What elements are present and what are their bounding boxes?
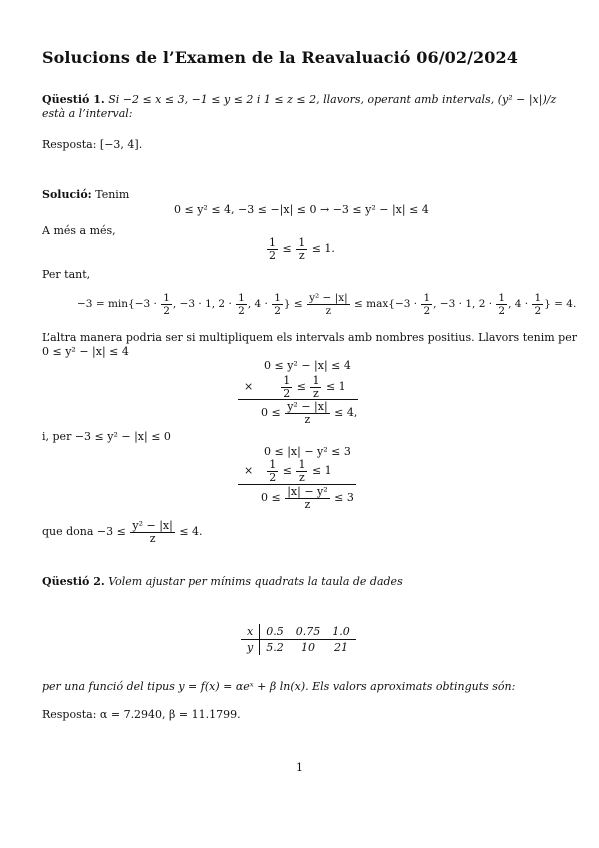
question-1-text: Si −2 ≤ x ≤ 3, −1 ≤ y ≤ 2 i 1 ≤ z ≤ 2, llavors, operant amb intervals, (y² − |x|)/z: [108, 93, 557, 106]
question-1-label: Qüestió 1.: [42, 93, 105, 106]
fraction: $\frac{1}{2}$: [534, 291, 542, 317]
fraction: $\frac{1}{2}$: [423, 291, 431, 317]
mult2-result: 0 ≤ $\frac{\text{|x| − y²}}{z}$ ≤ 3: [261, 484, 354, 511]
mult1-row1: 0 ≤ y² − |x| ≤ 4: [264, 359, 351, 372]
table-cell: 0.75: [290, 624, 327, 640]
text-i-per: i, per −3 ≤ y² − |x| ≤ 0: [42, 430, 171, 443]
fraction: $\frac{1}{2}$: [498, 291, 506, 317]
fraction: $\frac{\text{y² − |x|}}{z}$: [132, 518, 173, 545]
table-cell: 21: [333, 641, 348, 654]
table-cell: 5.2: [266, 641, 284, 654]
page-number: 1: [296, 761, 303, 774]
question-2-text: Volem ajustar per mínims quadrats la taula de dades: [108, 575, 403, 588]
fraction: $\frac{\text{y² − |x|}}{z}$: [309, 291, 348, 317]
table-row: [241, 624, 356, 640]
table-cell: 1.0: [326, 624, 356, 640]
question-2-label: Qüestió 2.: [42, 575, 105, 588]
page-title: Solucions de l’Examen de la Reavaluació 06/02/2024: [42, 48, 518, 67]
fraction: $\frac{\text{|x| − y²}}{z}$: [287, 484, 328, 511]
text-a-mes: A més a més,: [42, 224, 116, 237]
mult1-row2: × $\frac{1}{2}$ ≤ $\frac{1}{z}$ ≤ 1: [244, 373, 346, 400]
table-header-x: x: [241, 624, 260, 640]
fraction: $\frac{1}{2}$: [163, 291, 170, 317]
fraction: $\frac{1}{z}$: [298, 235, 306, 262]
table-header-y: y: [241, 640, 260, 656]
question-2-text-cont: per una funció del tipus y = f(x) = αeˣ + β ln(x). Els valors aproximats obtinguts són:: [42, 680, 516, 693]
fraction: $\frac{1}{2}$: [269, 457, 277, 484]
fraction: $\frac{1}{2}$: [283, 373, 291, 400]
fraction: $\frac{1}{z}$: [298, 457, 306, 484]
mult1-result: 0 ≤ $\frac{\text{y² − |x|}}{z}$ ≤ 4,: [261, 399, 358, 426]
fraction: $\frac{1}{z}$: [312, 373, 320, 400]
equation-1: 0 ≤ y² ≤ 4, −3 ≤ −|x| ≤ 0 → −3 ≤ y² − |x| ≤ 4: [174, 203, 429, 216]
solution-label: Solució:: [42, 188, 92, 201]
table-cell: 0.5: [260, 624, 290, 640]
equation-2: $\frac{1}{2}$ ≤ $\frac{1}{z}$ ≤ 1.: [269, 235, 335, 262]
equation-3: −3 = min{−3 · $\frac{1}{2}$ , −3 · 1, 2 · $\frac{1}{2}$ , 4 · $\frac{1}{2}$ } ≤ $\frac{\text{y² − |x|}}{z}$ ≤ max{−3 · $\frac{1}{2}$ , −3 · 1, 2 · $\frac{1}{2}$ , 4 · $\frac{1}{2}$ } = 4.: [77, 291, 577, 317]
fraction: $\frac{\text{y² − |x|}}{z}$: [287, 399, 328, 426]
fraction: $\frac{1}{2}$: [269, 235, 276, 262]
fraction: $\frac{1}{2}$: [274, 291, 281, 317]
text-per-tant: Per tant,: [42, 268, 91, 281]
mult2-row1: 0 ≤ |x| − y² ≤ 3: [264, 445, 351, 458]
question-1-text-cont: està a l’interval:: [42, 107, 133, 120]
question-2: [42, 575, 403, 589]
text-que-dona: que dona −3 ≤ $\frac{\text{y² − |x|}}{z}$ ≤ 4.: [42, 518, 203, 545]
question-1: [42, 93, 556, 107]
solution-tenim: Tenim: [95, 188, 130, 201]
question-1-answer: Resposta: [−3, 4].: [42, 138, 143, 151]
table-cell: 10: [300, 641, 315, 654]
data-table: [241, 624, 356, 655]
table-row: [241, 640, 356, 656]
mult2-row2: × $\frac{1}{2}$ ≤ $\frac{1}{z}$ ≤ 1: [244, 457, 332, 484]
solution-intro: [42, 188, 129, 202]
text-laltra-manera: L’altra manera podria ser si multipliquem els intervals amb nombres positius. Llavors tenim per: [42, 331, 577, 344]
question-2-answer: Resposta: α = 7.2940, β = 11.1799.: [42, 708, 241, 721]
fraction: $\frac{1}{2}$: [238, 291, 245, 317]
text-laltra-manera-cont: 0 ≤ y² − |x| ≤ 4: [42, 345, 129, 358]
